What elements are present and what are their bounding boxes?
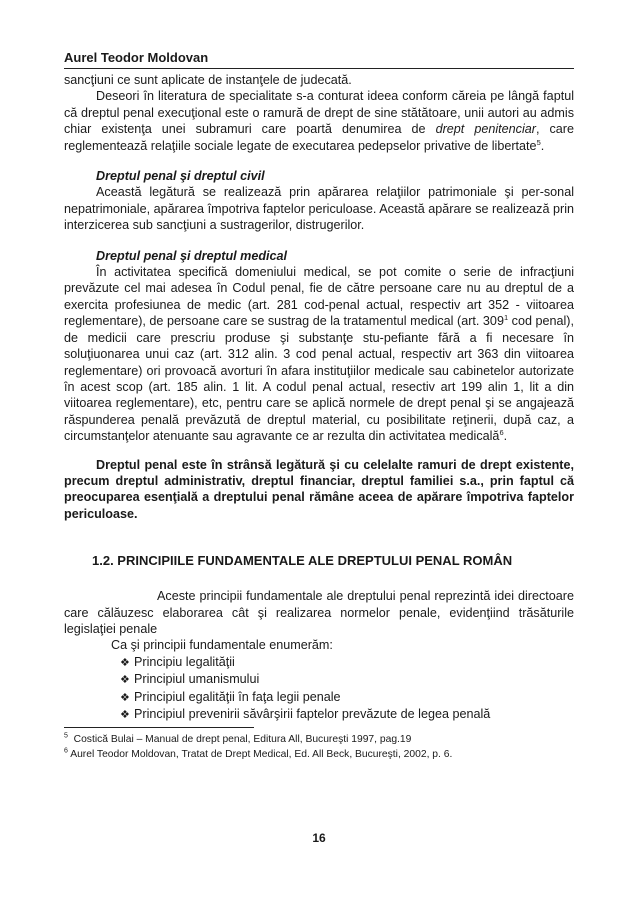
civil-paragraph: Această legătură se realizează prin apărarea relaţiilor patrimoniale şi per-sonal nepatrimoniale, apărarea împotriva faptelor periculoase. Această apărare se realizează prin interzicerea sub sancţiuni a sustragerilor, distrugerilor.	[64, 185, 574, 233]
principles-list	[64, 654, 574, 724]
page-body	[64, 50, 574, 762]
summary-paragraph: Dreptul penal este în strânsă legătură şi cu celelalte ramuri de drept existente, precum dreptul administrativ, dreptul financiar, dreptul familiei s.a., prin faptul că preocuparea esenţială a dreptului penal rămâne aceea de apărare împotriva faptelor periculoase.	[64, 457, 574, 521]
list-item-label: Principiul umanismului	[134, 672, 260, 687]
diamond-bullet-icon: ❖	[120, 709, 130, 721]
list-intro: Ca şi principii fundamentale enumerăm:	[111, 638, 333, 653]
footnote-5	[64, 732, 574, 747]
footnote-mark: 6	[64, 747, 68, 755]
footnote-rule	[64, 727, 254, 728]
list-item	[120, 689, 574, 706]
list-item-label: Principiu legalităţii	[134, 654, 235, 669]
footnote-ref-6: 6	[499, 427, 504, 437]
footnote-6	[64, 747, 574, 762]
list-item	[120, 654, 574, 671]
diamond-bullet-icon: ❖	[120, 674, 130, 687]
page-number: 16	[312, 831, 326, 845]
heading-medical: Dreptul penal şi dreptul medical	[96, 248, 288, 263]
list-item-label: Principiul prevenirii săvârşirii faptelor prevăzute de legea penală	[134, 707, 491, 721]
intro-paragraph-1: sancţiuni ce sunt aplicate de instanţele de judecată.	[64, 73, 352, 87]
medical-paragraph	[64, 264, 574, 444]
intro-p2-text: Deseori în literatura de specialitate s-a conturat ideea conform căreia pe lângă faptul că dreptul penal execuţional este o ramură de drept de sine stătătoare, unii autori au admis chiar existenţa unei subramuri care poartă denumirea de	[64, 89, 574, 137]
diamond-bullet-icon: ❖	[120, 656, 130, 669]
list-item	[120, 706, 574, 723]
list-item	[120, 671, 574, 688]
footnote-text: Costică Bulai – Manual de drept penal, Editura All, Bucureşti 1997, pag.19	[73, 734, 412, 746]
section-intro: Aceste principii fundamentale ale dreptului penal reprezintă idei directoare care călăuzesc elaborarea cât şi realizarea normelor penale, evidenţiind trăsăturile legislaţiei penale	[64, 589, 574, 636]
footnote-ref-5: 5	[536, 137, 541, 147]
section-title: 1.2. PRINCIPIILE FUNDAMENTALE ALE DREPTULUI PENAL ROMÂN	[92, 553, 513, 569]
heading-civil: Dreptul penal şi dreptul civil	[96, 169, 265, 184]
intro-p2-text-b: , care reglementează relaţiile sociale legate de executarea pedepselor privative de libertate	[64, 122, 574, 153]
intro-p2-italic: drept penitenciar	[435, 122, 536, 137]
diamond-bullet-icon: ❖	[120, 691, 130, 704]
list-item-label: Principiul egalităţii în faţa legii penale	[134, 689, 341, 704]
footnote-text: Aurel Teodor Moldovan, Tratat de Drept Medical, Ed. All Beck, Bucureşti, 2002, p. 6.	[70, 749, 453, 761]
art-superscript: 1	[503, 313, 509, 323]
intro-p2-end: .	[540, 138, 545, 153]
medical-text-a: În activitatea specifică domeniului medical, se pot comite o serie de infracţiuni prevăzute cel mai adesea în Codul penal, fie de către persoane care nu au dreptul de a exercita profesiunea de medic (art. 281 cod-penal actual, respectiv art 352 - viitoarea reglementare), de persoane care se sustrag de la tratamentul medical (art. 309	[64, 265, 574, 329]
medical-text-b: cod penal), de medicii care prescriu produse şi substanţe stu-pefiante fără a fi necesare în soluţiuonarea unui caz (art. 312 alin. 3 cod penal actual, respectiv art 363 din viitoarea reglementare) ori provoacă avorturi în afara instituţiilor medicale sau cabinetelor autorizate în acest scop (art. 185 alin. 1 lit. A codul penal actual, resectiv art 199 alin 1, lit a din viitoarea reglementare), etc, pentru care se aplică normele de drept penal şi se angajează răspunderea penală prevăzută de dreptul material, cu posibilitate reţinerii, după caz, a circumstanţelor atenuante sau agravante ce ar rezulta din activitatea medicală	[64, 314, 574, 444]
header-rule	[64, 68, 574, 69]
intro-paragraph-2	[64, 88, 574, 154]
medical-text-end: .	[503, 429, 508, 444]
footnote-mark: 5	[64, 732, 68, 740]
running-header: Aurel Teodor Moldovan	[64, 50, 209, 65]
